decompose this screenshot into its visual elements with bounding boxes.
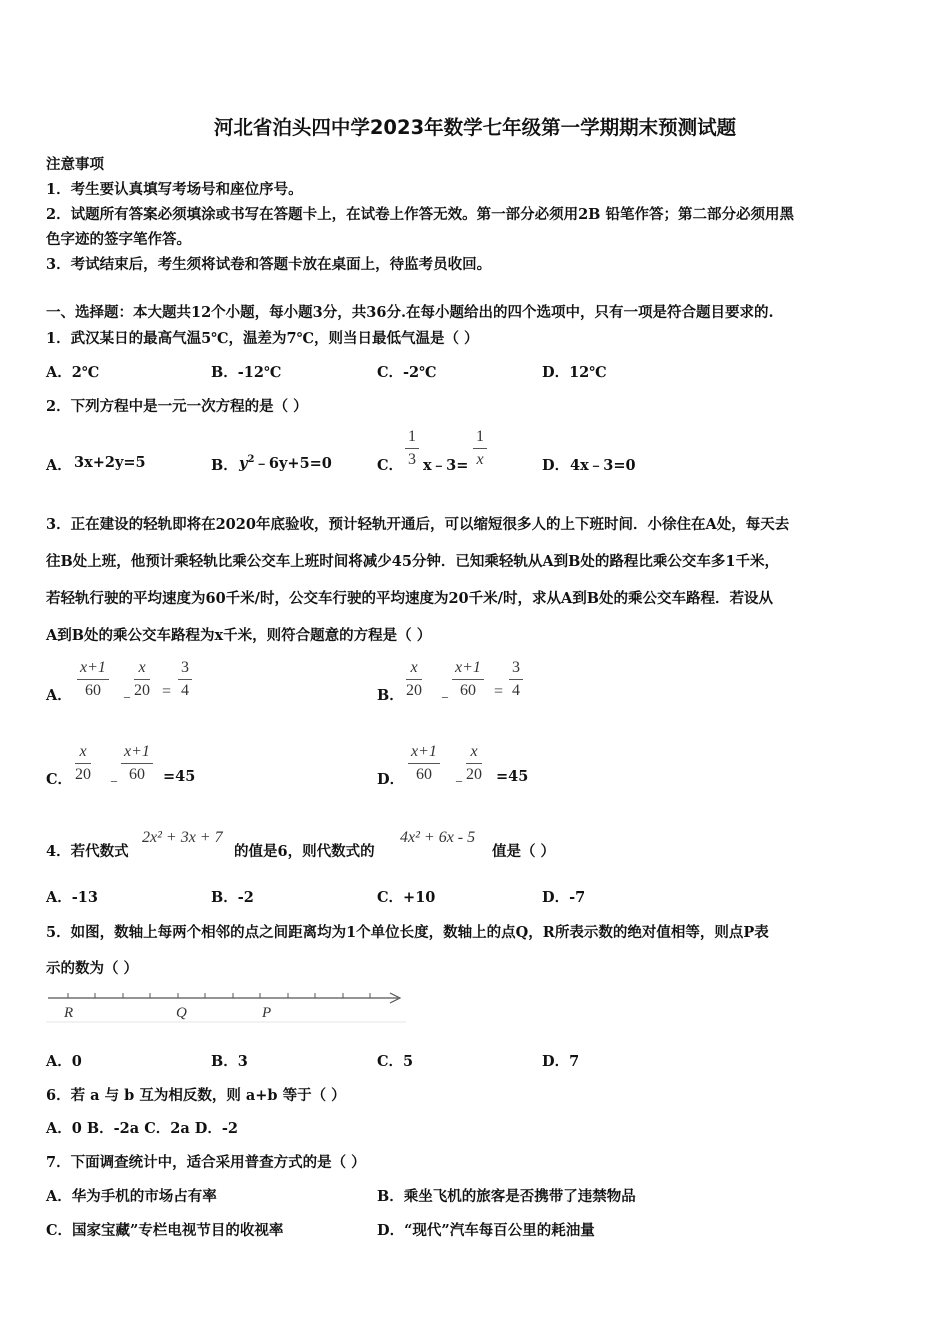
numerator: 3 xyxy=(178,657,192,680)
q4-expression-1: 2x² + 3x + 7 xyxy=(142,829,223,846)
q2-b-rest: ﹣6y+5=0 xyxy=(254,455,332,472)
q7-option-a: A．华为手机的市场占有率 xyxy=(46,1188,217,1205)
q7-option-d: D．“现代”汽车每百公里的耗油量 xyxy=(377,1222,595,1239)
numerator: 3 xyxy=(509,657,523,680)
denominator: 4 xyxy=(181,682,189,699)
equals-45: =45 xyxy=(496,768,529,785)
q3-d-fraction-1 xyxy=(408,741,440,786)
q1-option-b: B．-12℃ xyxy=(211,364,282,381)
q2-option-d: 4x﹣3=0 xyxy=(570,457,636,474)
denominator: 60 xyxy=(415,766,432,783)
q2-option-b xyxy=(239,452,332,473)
question-3-line: A到B处的乘公交车路程为x千米，则符合题意的方程是（ ） xyxy=(46,627,432,644)
q2-b-var: y xyxy=(239,455,248,472)
denominator: 20 xyxy=(75,766,91,783)
q2-b-exp: 2 xyxy=(247,454,255,466)
q1-option-a: A．2℃ xyxy=(46,364,100,381)
note-item: 3．考试结束后，考生须将试卷和答题卡放在桌面上，待监考员收回。 xyxy=(46,256,492,273)
note-item: 1．考生要认真填写考场号和座位序号。 xyxy=(46,181,303,198)
q2-c-fraction-1 xyxy=(405,426,419,471)
question-1-stem: 1．武汉某日的最高气温5℃，温差为7℃，则当日最低气温是（ ） xyxy=(46,330,479,347)
q5-option-d: D．7 xyxy=(542,1053,580,1070)
equals-sign: = xyxy=(162,683,172,700)
notes-heading: 注意事项 xyxy=(46,156,104,173)
q4-option-c: C．+10 xyxy=(377,889,436,906)
note-item: 色字迹的签字笔作答。 xyxy=(46,231,191,248)
minus-sign: ﹣ xyxy=(119,688,136,705)
question-5-line: 5．如图，数轴上每两个相邻的点之间距离均为1个单位长度，数轴上的点Q，R所表示数的绝对值相等，则点P表 xyxy=(46,924,769,941)
q3-b-fraction-3 xyxy=(509,657,523,702)
denominator: 60 xyxy=(128,766,145,783)
numerator: x xyxy=(406,657,422,680)
question-6-stem: 6．若 a 与 b 互为相反数，则 a+b 等于（ ） xyxy=(46,1087,346,1104)
q2-c-middle: x﹣3= xyxy=(423,457,469,474)
denominator: 60 xyxy=(84,682,101,699)
section-heading: 一、选择题：本大题共12个小题，每小题3分，共36分.在每小题给出的四个选项中，只有一项是符合题目要求的. xyxy=(46,304,774,321)
equals-sign: = xyxy=(494,683,504,700)
q2-option-a: 3x+2y=5 xyxy=(74,454,146,471)
q3-a-fraction-3 xyxy=(178,657,192,702)
q3-a-fraction-2 xyxy=(134,657,150,702)
point-r-label: R xyxy=(64,1005,74,1021)
q2-label-d: D． xyxy=(542,457,570,474)
numerator: x+1 xyxy=(121,741,153,764)
note-item: 2．试题所有答案必须填涂或书写在答题卡上，在试卷上作答无效。第一部分必须用2B 铅笔作答；第二部分必须用黑 xyxy=(46,206,794,223)
number-line-figure xyxy=(46,985,408,1025)
q4-option-b: B．-2 xyxy=(211,889,254,906)
question-4-post: 值是（ ） xyxy=(492,843,556,860)
q4-option-a: A．-13 xyxy=(46,889,98,906)
q3-label-c: C． xyxy=(46,771,73,788)
q3-label-d: D． xyxy=(377,771,405,788)
numerator: x xyxy=(134,657,150,680)
q2-label-a: A． xyxy=(46,457,72,474)
q2-label-c: C． xyxy=(377,457,404,474)
number-line-ticks xyxy=(68,993,370,998)
question-3-line: 3．正在建设的轻轨即将在2020年底验收，预计轻轨开通后，可以缩短很多人的上下班时间．小徐住在A处，每天去 xyxy=(46,516,790,533)
q4-option-d: D．-7 xyxy=(542,889,586,906)
denominator: 20 xyxy=(134,682,150,699)
q2-label-b: B． xyxy=(211,457,238,474)
minus-sign: ﹣ xyxy=(451,772,468,789)
denominator: 4 xyxy=(512,682,520,699)
question-2-stem: 2．下列方程中是一元一次方程的是（ ） xyxy=(46,398,308,415)
question-5-line: 示的数为（ ） xyxy=(46,960,139,977)
numerator: 1 xyxy=(405,426,419,449)
q3-d-fraction-2 xyxy=(466,741,482,786)
q3-label-b: B． xyxy=(377,687,404,704)
q1-option-d: D．12℃ xyxy=(542,364,607,381)
numerator: x+1 xyxy=(452,657,484,680)
numerator: 1 xyxy=(473,426,487,449)
q2-c-fraction-2 xyxy=(473,426,487,471)
page-title: 河北省泊头四中学2023年数学七年级第一学期期末预测试题 xyxy=(213,116,737,139)
question-4-pre: 4．若代数式 xyxy=(46,843,129,860)
q3-c-fraction-2 xyxy=(121,741,153,786)
question-3-line: 往B处上班，他预计乘轻轨比乘公交车上班时间将减少45分钟．已知乘轻轨从A到B处的路程比乘公交车多1千米， xyxy=(46,553,780,570)
q6-options: A．0 B．-2a C．2a D．-2 xyxy=(46,1120,238,1137)
question-3-line: 若轻轨行驶的平均速度为60千米/时，公交车行驶的平均速度为20千米/时，求从A到B处的乘公交车路程．若设从 xyxy=(46,590,773,607)
point-p-label: P xyxy=(262,1005,272,1021)
point-q-label: Q xyxy=(176,1005,187,1021)
question-4-mid: 的值是6，则代数式的 xyxy=(234,843,375,860)
q5-option-b: B．3 xyxy=(211,1053,248,1070)
numerator: x xyxy=(75,741,91,764)
q1-option-c: C．-2℃ xyxy=(377,364,437,381)
q3-a-fraction-1 xyxy=(77,657,109,702)
equals-45: =45 xyxy=(163,768,196,785)
question-7-stem: 7．下面调查统计中，适合采用普查方式的是（ ） xyxy=(46,1154,366,1171)
minus-sign: ﹣ xyxy=(437,688,454,705)
denominator: x xyxy=(476,451,484,468)
q3-b-fraction-2 xyxy=(452,657,484,702)
numerator: x+1 xyxy=(408,741,440,764)
denominator: 20 xyxy=(406,682,422,699)
denominator: 60 xyxy=(459,682,476,699)
q3-label-a: A． xyxy=(46,687,72,704)
q5-option-a: A．0 xyxy=(46,1053,82,1070)
q7-option-c: C．国家宝藏”专栏电视节目的收视率 xyxy=(46,1222,284,1239)
q4-expression-2: 4x² + 6x - 5 xyxy=(400,829,476,846)
denominator: 3 xyxy=(408,451,416,468)
minus-sign: ﹣ xyxy=(106,772,123,789)
q3-c-fraction-1 xyxy=(75,741,91,786)
numerator: x xyxy=(466,741,482,764)
q5-option-c: C．5 xyxy=(377,1053,414,1070)
denominator: 20 xyxy=(466,766,482,783)
numerator: x+1 xyxy=(77,657,109,680)
q3-b-fraction-1 xyxy=(406,657,422,702)
q7-option-b: B．乘坐飞机的旅客是否携带了违禁物品 xyxy=(377,1188,636,1205)
